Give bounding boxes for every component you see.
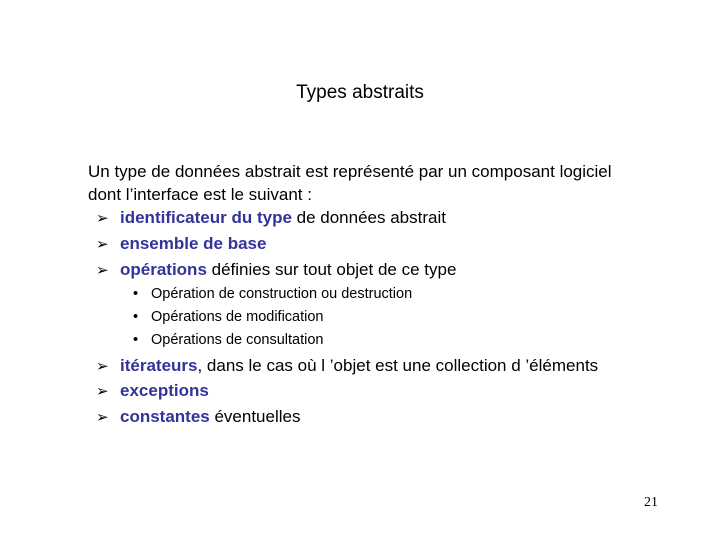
sub-bullet-text: Opérations de modification <box>151 309 324 325</box>
sub-bullet-text: Opérations de consultation <box>151 332 324 348</box>
bullet-text: , dans le cas où l ’objet est une collection d ’éléments <box>197 356 599 375</box>
bullet-text: définies sur tout objet de ce type <box>206 260 457 279</box>
arrow-bullet-icon: ➢ <box>96 261 109 279</box>
intro-line: Un type de données abstrait est représenté par un composant logiciel <box>88 162 612 181</box>
bullet-highlight: itérateurs <box>120 356 198 375</box>
sub-bullet-text: Opération de construction ou destruction <box>151 286 413 302</box>
sub-bullet-item <box>133 285 412 303</box>
bullet-item <box>96 381 209 401</box>
sub-bullet-item <box>133 331 324 349</box>
bullet-text: de données abstrait <box>291 208 446 227</box>
bullet-item <box>96 356 598 376</box>
arrow-bullet-icon: ➢ <box>96 209 109 227</box>
sub-bullet-item <box>133 308 324 326</box>
bullet-highlight: constantes <box>120 407 210 426</box>
bullet-item <box>96 234 266 254</box>
bullet-item <box>96 260 456 280</box>
dot-bullet-icon: • <box>133 286 139 302</box>
arrow-bullet-icon: ➢ <box>96 235 109 253</box>
arrow-bullet-icon: ➢ <box>96 382 109 400</box>
page-number: 21 <box>644 495 658 510</box>
bullet-item <box>96 407 300 427</box>
intro-line: dont l’interface est le suivant : <box>88 184 312 204</box>
bullet-highlight: ensemble de base <box>120 234 267 253</box>
intro-text <box>88 161 688 206</box>
bullet-highlight: exceptions <box>120 381 209 400</box>
bullet-highlight: opérations <box>120 260 207 279</box>
dot-bullet-icon: • <box>133 332 139 348</box>
dot-bullet-icon: • <box>133 309 139 325</box>
arrow-bullet-icon: ➢ <box>96 357 109 375</box>
bullet-highlight: identificateur du type <box>120 208 292 227</box>
bullet-text: éventuelles <box>209 407 301 426</box>
slide-title: Types abstraits <box>296 82 424 103</box>
arrow-bullet-icon: ➢ <box>96 408 109 426</box>
bullet-item <box>96 208 446 228</box>
